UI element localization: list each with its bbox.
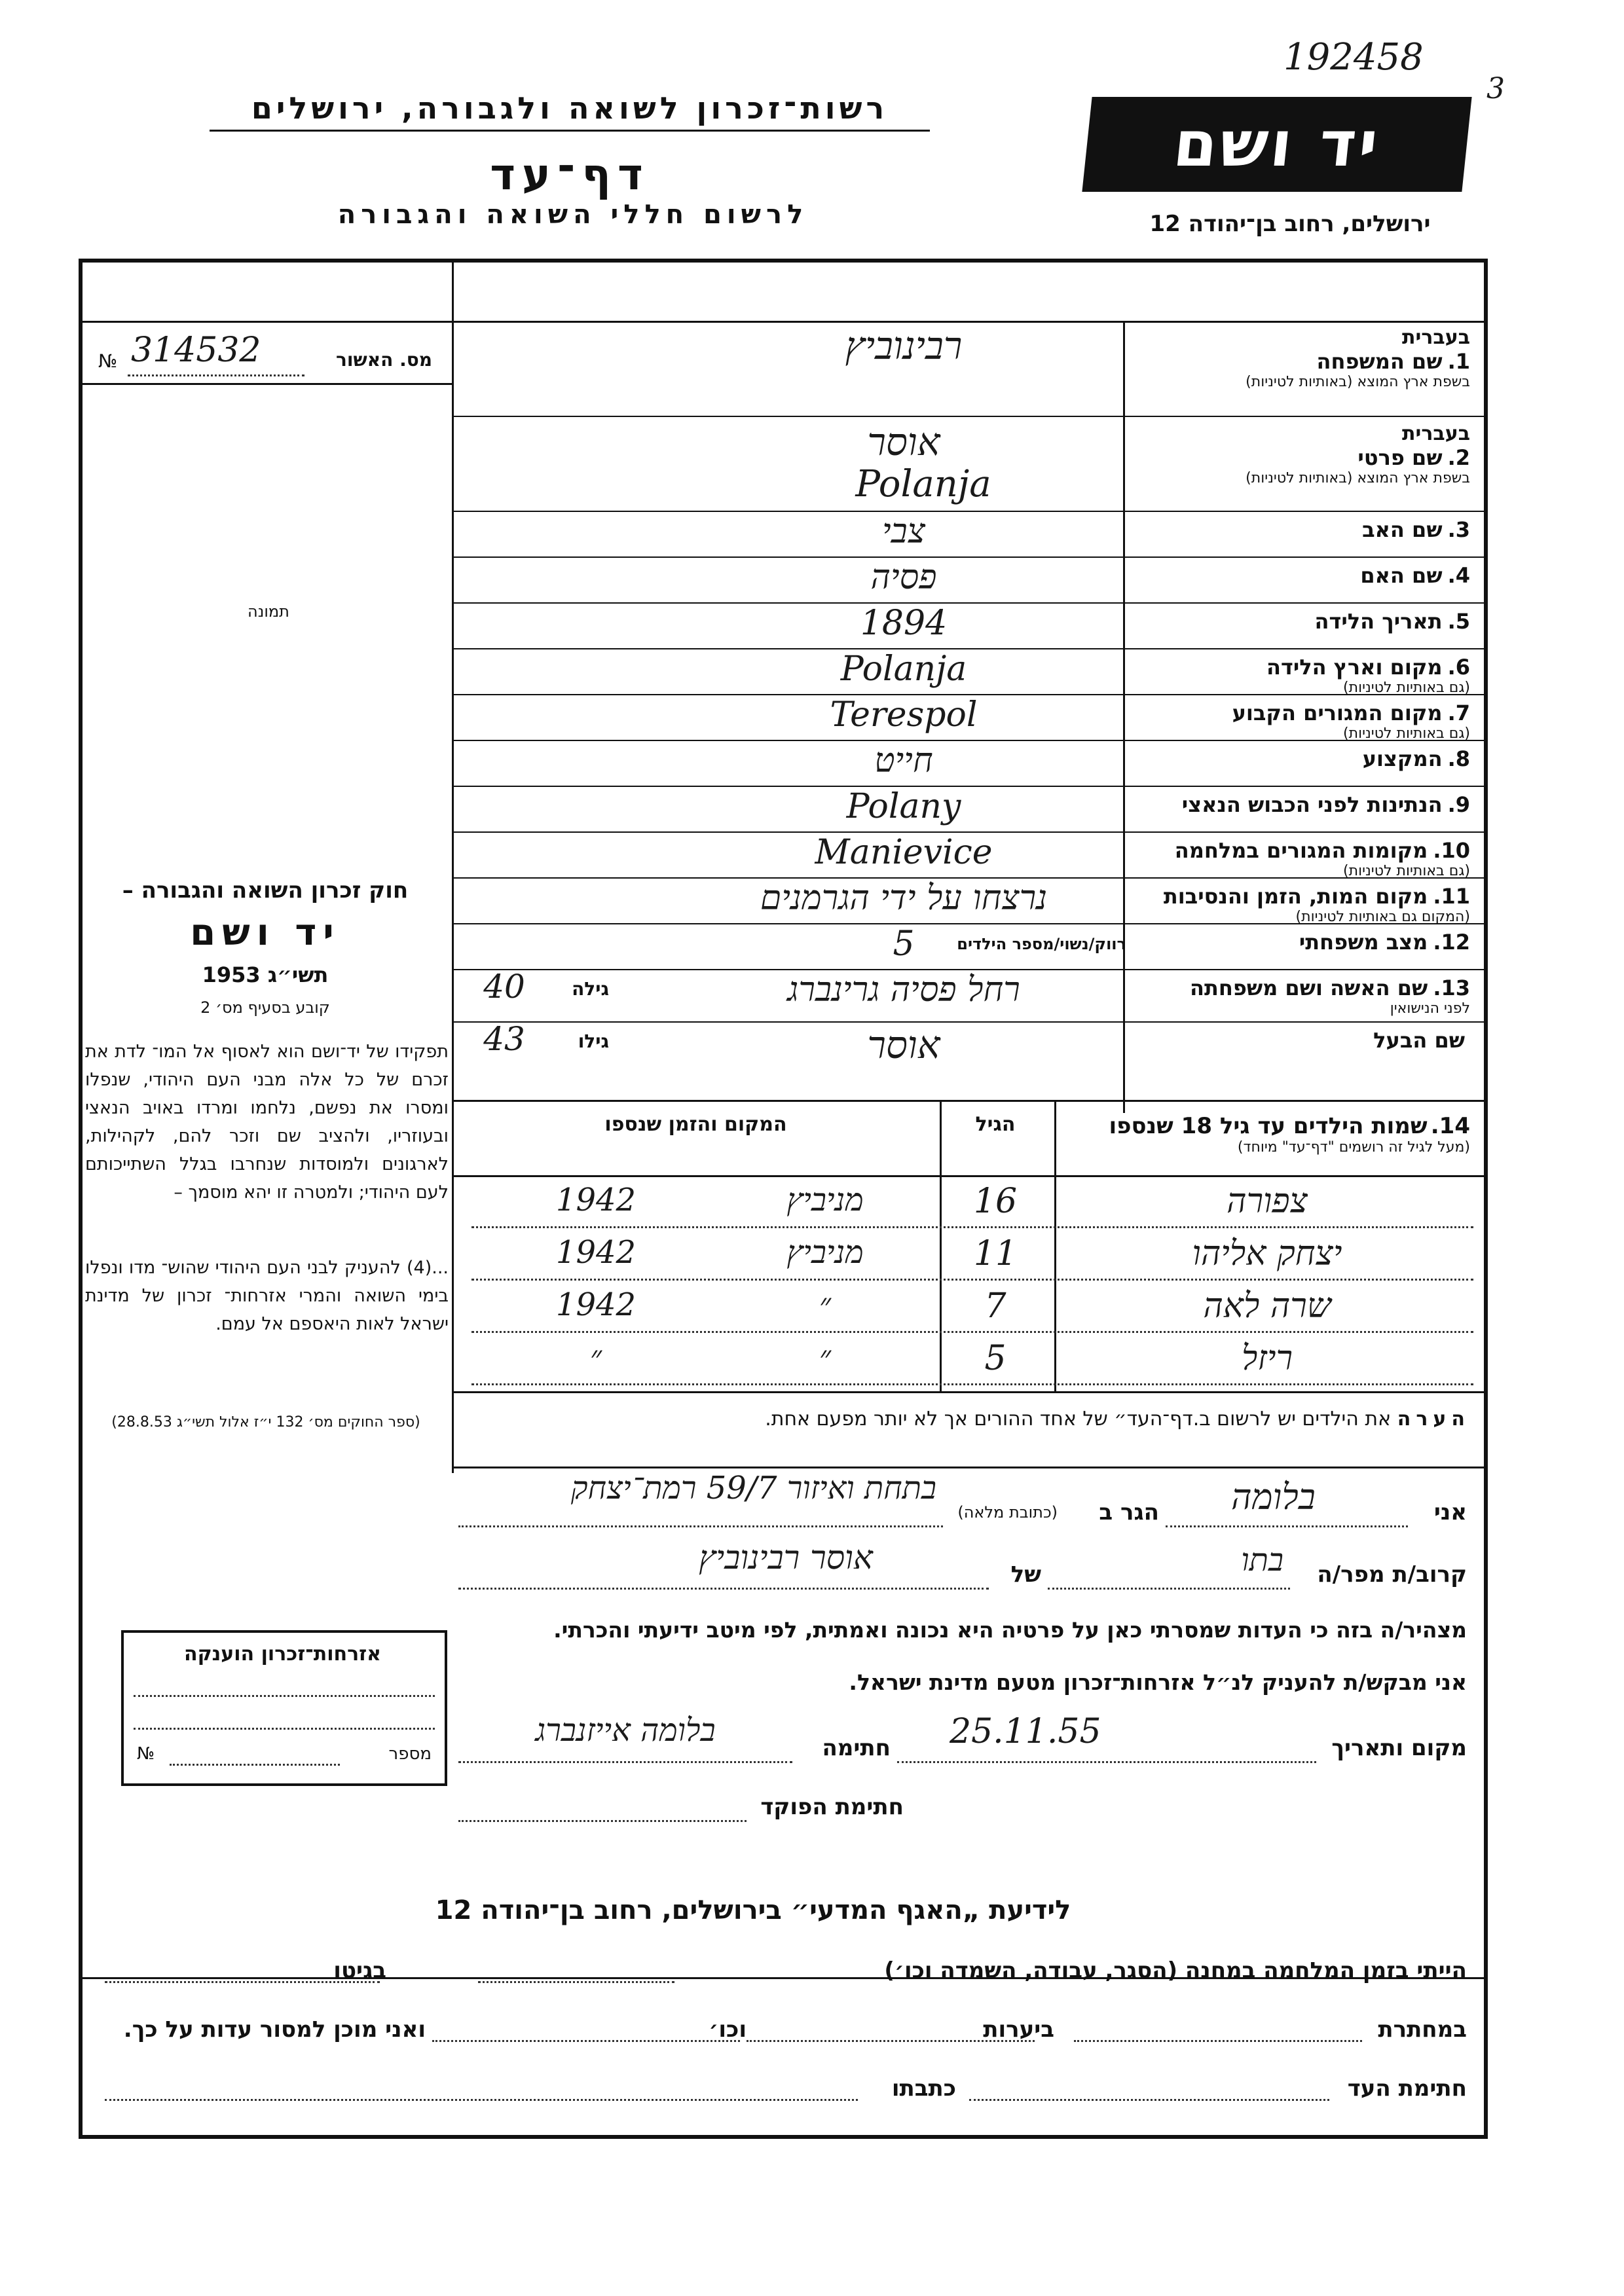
field-value: רבינוביץ <box>845 323 963 368</box>
address-value: בתחת ואיזור 59/7 רמת־יצחק <box>570 1470 936 1506</box>
law-title: חוק זכרון השואה והגבורה – <box>122 877 409 903</box>
field-label: מקומות המגורים במלחמה <box>1174 838 1428 863</box>
child-row-line <box>471 1383 1473 1385</box>
field-row <box>452 556 1484 604</box>
field-label-block <box>1126 422 1470 486</box>
field-label-block <box>1126 746 1470 771</box>
footer-line1-a: הייתי בזמן המלחמה במחנה (הסגר, עבודה, השמדה וכו׳) <box>884 1958 1467 1984</box>
child-name: ריזל <box>1242 1339 1293 1378</box>
note-text: את הילדים יש לרשום ב.דף־העד״ של אחד ההורים אך לא יותר מפעם אחת. <box>765 1408 1392 1430</box>
marital-options: רווק/נשוי/מספר הילדים <box>957 935 1126 953</box>
child-age: 7 <box>984 1286 1006 1326</box>
field-row <box>452 831 1484 879</box>
field-label: מקום המות, הזמן והנסיבות <box>1163 884 1428 909</box>
field-sub: בשפת ארץ המוצא (באותיות לטיניות) <box>1246 374 1470 390</box>
field-row <box>452 511 1484 558</box>
field-value: צבי <box>882 512 925 551</box>
children-note <box>458 1408 1470 1430</box>
citizenship-box <box>121 1630 447 1786</box>
field-number: 6. <box>1447 655 1470 680</box>
field-row <box>452 969 1484 1023</box>
field-value: 1894 <box>860 604 948 643</box>
child-year: 1942 <box>555 1286 637 1323</box>
confirmation-number: 314532 <box>131 331 261 370</box>
i-value: בלומה <box>1231 1476 1316 1518</box>
child-age: 5 <box>984 1339 1006 1378</box>
officer-label: חתימת הפוקד <box>760 1794 904 1820</box>
field-number: 5. <box>1447 609 1470 634</box>
child-name: צפורה <box>1227 1182 1308 1221</box>
field-number: 3. <box>1447 517 1470 542</box>
field-row <box>452 786 1484 833</box>
child-age: 16 <box>973 1182 1018 1221</box>
field-label: שם פרטי <box>1357 445 1443 470</box>
field-label-block <box>1126 1028 1470 1053</box>
form-subtitle: לרשום חללי השואה והגבורה <box>337 200 809 230</box>
field-label-block <box>1126 563 1470 588</box>
resident-hint: (כתובת מלאה) <box>957 1503 1058 1522</box>
field-value: Terespol <box>830 695 978 735</box>
col-place-header: המקום והזמן שנספו <box>604 1113 787 1136</box>
field-label: שם האב <box>1362 517 1443 542</box>
child-year: 1942 <box>555 1182 637 1218</box>
field-value: אוסר <box>867 420 940 464</box>
field-number: 12. <box>1433 930 1470 955</box>
footer-line2-c: וכו׳ <box>709 2016 747 2043</box>
law-paragraph-1: תפקידו של יד־ושם הוא לאסוף אל המו־ לדת את זכרם של כל אלה מבני העם היהודי, שנפלו ומסרו את נפשם, נלחמו ומרדו באויב הנאצי ובעוזריו, ולהציב שם וזכר להם, לקהילות, לארגונים ולמוסדות שנחרבו בגלל השתייכותם לעם היהודי; ולמטרה זו יהא מוסמך – <box>85 1042 449 1203</box>
field-tag: בעברית <box>1402 326 1470 349</box>
field-label: מקום המגורים הקבוע <box>1232 701 1443 725</box>
form-title: דף־עד <box>490 149 650 200</box>
field-label: שם הבעל <box>1373 1028 1465 1053</box>
field-sub: בשפת ארץ המוצא (באותיות לטיניות) <box>1246 470 1470 486</box>
child-row-line <box>471 1226 1473 1228</box>
field-sub: (המקום גם באותיות לטיניות) <box>1295 909 1470 925</box>
field-value-latin: Polanja <box>855 463 991 505</box>
age-value: 40 <box>483 968 525 1006</box>
field-row <box>452 321 1484 416</box>
field-value: Polanja <box>840 649 967 689</box>
yad-vashem-logo: יד ושם <box>1082 97 1471 192</box>
child-row-line <box>471 1279 1473 1281</box>
footer-lines <box>92 1958 1467 2102</box>
field-value: רחל פסיה גרינברג <box>787 970 1020 1010</box>
field-value: פסיה <box>870 558 937 597</box>
children-header <box>1064 1113 1470 1156</box>
relative-value: בתו <box>1241 1542 1283 1578</box>
place-date-label: מקום ותאריך <box>1331 1735 1467 1761</box>
signature-label: חתימה <box>822 1735 891 1761</box>
field-row <box>452 602 1484 649</box>
resident-label: הגר ב <box>1099 1499 1159 1525</box>
field-value: אוסר <box>867 1023 940 1067</box>
field-label: שם האם <box>1360 563 1443 588</box>
footer-line2-b: ביערות <box>983 2016 1054 2043</box>
footer-line3-b: כתבתו <box>891 2075 956 2102</box>
child-year: 1942 <box>555 1234 637 1271</box>
age-value: 43 <box>483 1020 525 1058</box>
page-mark: 3 <box>1486 72 1505 105</box>
of-value: אוסר רבינוביץ <box>699 1539 873 1576</box>
field-row <box>452 648 1484 695</box>
field-row <box>452 416 1484 512</box>
field-label-block <box>1126 609 1470 634</box>
field-label-block <box>1126 517 1470 542</box>
footer-line2-d: ואני מוכן למסור עדות על כך. <box>123 2016 426 2043</box>
col-age-header: הגיל <box>975 1113 1016 1136</box>
child-place: מניביץ <box>786 1182 864 1218</box>
field-sub: לפני הנישואין <box>1390 1000 1470 1017</box>
child-place: ״ <box>819 1286 832 1323</box>
statement-1: מצהיר/ה בזה כי העדות שמסרתי כאן על פרטיה היא נכונה ואמתית, לפי מיטב ידיעתי והכרתי. <box>553 1617 1467 1643</box>
field-number: 13. <box>1433 975 1470 1000</box>
field-sub: (גם באותיות לטיניות) <box>1343 680 1470 696</box>
child-age: 11 <box>973 1234 1018 1273</box>
footer-line2-a: במחתרת <box>1378 2016 1467 2043</box>
field-row <box>452 1021 1484 1101</box>
child-name: שרה לאה <box>1203 1286 1331 1326</box>
field-value: נרצחו על ידי הגרמנים <box>760 879 1048 918</box>
place-date-value: 25.11.55 <box>950 1712 1101 1751</box>
field-label-block <box>1126 792 1470 817</box>
law-reference: (ספר החוקים מס׳ 132 י״ז אלול תשי״ג 28.8.53) <box>111 1414 420 1430</box>
photo-label: תמונה <box>248 602 289 621</box>
age-label: גילו <box>578 1030 609 1052</box>
field-label: שם המשפחה <box>1316 349 1443 374</box>
field-sub: (גם באותיות לטיניות) <box>1343 863 1470 879</box>
i-label: אני <box>1433 1499 1467 1525</box>
statement-2: אני מבקש/ת להעניק לנ״ל אזרחות־זכרון מטעם מדינת ישראל. <box>849 1669 1467 1695</box>
child-year: ״ <box>589 1339 602 1376</box>
citizenship-number-label: מספר <box>388 1744 432 1764</box>
field-label: שם האשה ושם משפחתה <box>1189 975 1428 1000</box>
child-name: יצחק אליהו <box>1192 1234 1342 1273</box>
field-row <box>452 694 1484 741</box>
child-place: ״ <box>819 1339 832 1376</box>
field-label: המקצוע <box>1362 746 1443 771</box>
field-number: 8. <box>1447 746 1470 771</box>
law-paragraph-2: ...(4) להעניק לבני העם היהודי שהוש־ מדו ונפלו בימי השואה והמרי אזרחות־ זכרון של מדינת ישראל לאות היאספם אל עמם. <box>85 1258 449 1334</box>
child-place: מניביץ <box>786 1234 864 1271</box>
of-label: של <box>1010 1561 1041 1588</box>
children-subtitle: (מעל לגיל זה רושמים "דף־עד" מיוחד) <box>1237 1139 1470 1156</box>
law-name: יד ושם <box>190 911 341 954</box>
field-label: מצב משפחתי <box>1299 930 1428 955</box>
field-sub: (גם באותיות לטיניות) <box>1343 725 1470 742</box>
field-number: 11. <box>1433 884 1470 909</box>
authority-title: רשות־זכרון לשואה ולגבורה, ירושלים <box>210 90 930 132</box>
field-value: 5 <box>893 924 915 964</box>
field-number: 1. <box>1447 349 1470 374</box>
no-sign: № <box>98 350 118 372</box>
footer-title: לידיעת „האגף המדעי״ בירושלים, רחוב בן־יהודה 12 <box>435 1895 1071 1925</box>
field-number: 2. <box>1447 445 1470 470</box>
citizenship-title: אזרחות־זכרון הוענקה <box>183 1643 382 1666</box>
field-label-block <box>1126 838 1470 879</box>
field-label-block <box>1126 975 1470 1017</box>
children-title: שמות הילדים עד גיל 18 שנספו <box>1109 1113 1428 1139</box>
field-row <box>452 740 1484 787</box>
footer-line3-a: חתימת העד <box>1347 2075 1467 2102</box>
children-num: 14. <box>1430 1113 1470 1139</box>
child-row-line <box>471 1331 1473 1333</box>
field-number: 9. <box>1447 792 1470 817</box>
field-value: Manievice <box>815 833 993 872</box>
law-clause: קובע בסעיף מס׳ 2 <box>200 998 330 1017</box>
field-value: חייט <box>874 741 933 780</box>
header-address: ירושלים, רחוב בן־יהודה 12 <box>1149 211 1431 237</box>
field-value: Polany <box>846 787 961 826</box>
field-row <box>452 877 1484 924</box>
age-label: גילה <box>572 978 609 1000</box>
field-label-block <box>1126 655 1470 696</box>
field-tag: בעברית <box>1402 422 1470 445</box>
field-label-block <box>1126 884 1470 925</box>
relative-label: קרוב/ת מפר/ה <box>1317 1561 1467 1588</box>
field-label: מקום וארץ הלידה <box>1266 655 1443 680</box>
field-label-block <box>1126 326 1470 390</box>
field-label-block <box>1126 701 1470 742</box>
footer-line1-b: בגיטו <box>333 1958 386 1984</box>
field-label: הנתינות לפני הכבוש הנאצי <box>1181 792 1443 817</box>
confirmation-label: מס. האשור <box>336 349 432 371</box>
note-title: הערה <box>1397 1408 1470 1430</box>
field-row <box>452 923 1484 970</box>
field-number: 7. <box>1447 701 1470 725</box>
law-year: תשי״ג 1953 <box>202 962 329 987</box>
field-number: 4. <box>1447 563 1470 588</box>
field-label-block <box>1126 930 1470 955</box>
archive-number: 192458 <box>1283 36 1424 79</box>
citizenship-no-sign: № <box>137 1744 155 1764</box>
signature-value: בלומה אייזנברג <box>535 1712 716 1749</box>
field-number: 10. <box>1433 838 1470 863</box>
field-label: תאריך הלידה <box>1314 609 1443 634</box>
